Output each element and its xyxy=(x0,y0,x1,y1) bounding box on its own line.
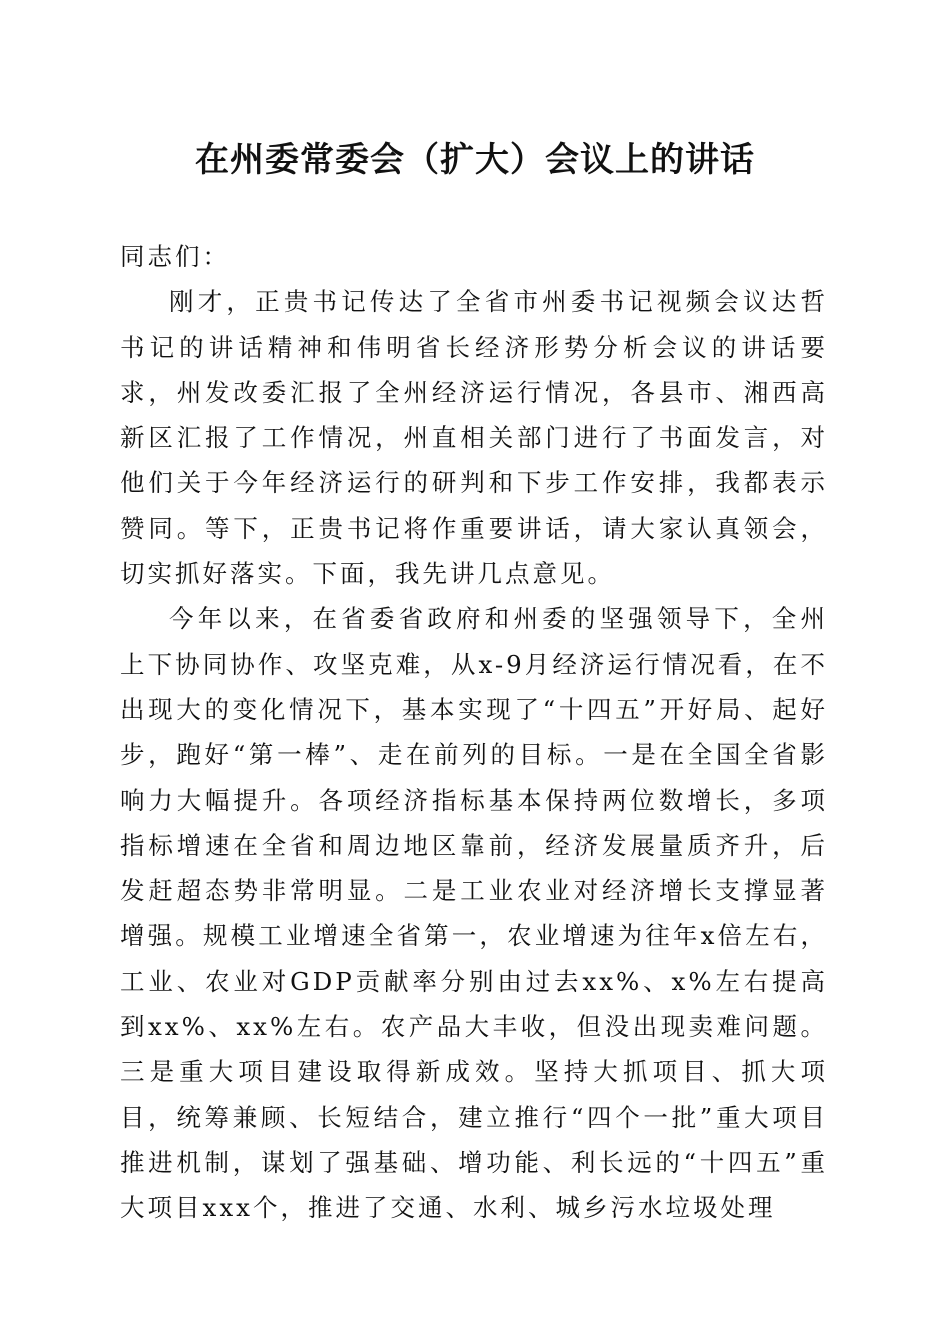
paragraph-opening: 刚才，正贵书记传达了全省市州委书记视频会议达哲书记的讲话精神和伟明省长经济形势分析会议的讲话要求，州发改委汇报了全州经济运行情况，各县市、湘西高新区汇报了工作情况，州直相关部门进行了书面发言，对他们关于今年经济运行的研判和下步工作安排，我都表示赞同。等下，正贵书记将作重要讲话，请大家认真领会，切实抓好落实。下面，我先讲几点意见。 xyxy=(120,287,828,589)
document-title: 在州委常委会（扩大）会议上的讲话 xyxy=(195,140,755,180)
salutation: 同志们： xyxy=(120,242,230,271)
paragraph-review: 今年以来，在省委省政府和州委的坚强领导下，全州上下协同协作、攻坚克难，从x-9月经济运行情况看，在不出现大的变化情况下，基本实现了“十四五”开好局、起好步，跑好“第一棒”、走在前列的目标。一是在全国全省影响力大幅提升。各项经济指标基本保持两位数增长，多项指标增速在全省和周边地区靠前，经济发展量质齐升，后发赶超态势非常明显。二是工业农业对经济增长支撑显著增强。规模工业增速全省第一，农业增速为往年x倍左右，工业、农业对GDP贡献率分别由过去xx%、x%左右提高到xx%、xx%左右。农产品大丰收，但没出现卖难问题。三是重大项目建设取得新成效。坚持大抓项目、抓大项目，统筹兼顾、长短结合，建立推行“四个一批”重大项目推进机制，谋划了强基础、增功能、利长远的“十四五”重大项目xxx个，推进了交通、水利、城乡污水垃圾处理 xyxy=(120,604,828,1223)
document-body xyxy=(120,234,828,1231)
